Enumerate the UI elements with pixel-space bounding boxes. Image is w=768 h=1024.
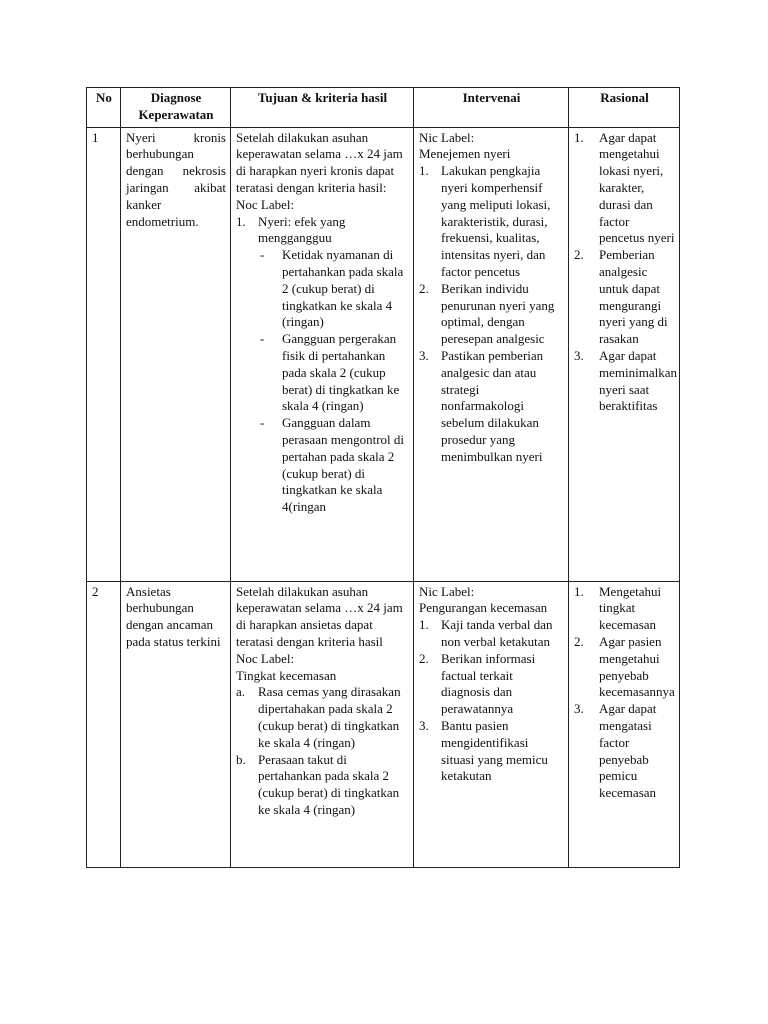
header-row [87,88,680,128]
list-marker: 3. [574,701,584,717]
list-item [574,584,675,634]
header-diagnose: Diagnose Keperawatan [121,88,231,128]
list-marker: 3. [419,717,429,733]
intervensi-cell [414,127,569,581]
list-item [574,247,675,348]
list-marker: 3. [419,347,429,363]
nursing-care-table [86,87,680,868]
rationale-text: Pemberian analgesic untuk dapat mengurangi nyeri yang di rasakan [599,247,668,347]
tujuan-cell [231,581,414,867]
list-marker: 1. [419,617,429,633]
indicator-text: Rasa cemas yang dirasakan dipertahakan pada skala 2 (cukup berat) di tingkatkan ke skala 4 (ringan) [258,684,401,750]
diagnose-cell: Nyeri kronis berhubungan dengan nekrosis jaringan akibat kanker endometrium. [121,127,231,581]
table-row [87,581,680,867]
rasional-cell [569,581,680,867]
list-marker: 1. [574,583,584,599]
rasional-cell [569,127,680,581]
intervention-text: Bantu pasien mengidentifikasi situasi yang memicu ketakutan [441,717,548,784]
list-item [419,281,564,348]
list-item [419,651,564,718]
list-item [236,247,409,331]
list-marker: 2. [419,650,429,666]
intervention-text: Berikan individu penurunan nyeri yang optimal, dengan peresepan analgesic [441,280,555,347]
tujuan-cell [231,127,414,581]
list-item [574,634,675,701]
header-intervensi: Intervenai [414,88,569,128]
table-row [87,127,680,581]
list-marker: 1. [574,129,584,145]
intervensi-cell [414,581,569,867]
header-no: No [87,88,121,128]
diagnose-cell: Ansietas berhubungan dengan ancaman pada status terkini [121,581,231,867]
indicator-text: Ketidak nyamanan di pertahankan pada skala 2 (cukup berat) di tingkatkan ke skala 4 (ringan) [282,247,404,330]
list-item [236,752,409,819]
nic-label: Nic Label: [419,129,475,145]
list-marker: b. [236,751,246,767]
list-marker: a. [236,684,246,700]
rationale-text: Agar pasien mengetahui penyebab kecemasannya [599,633,675,700]
tujuan-intro: Setelah dilakukan asuhan keperawatan selama …x 24 jam di harapkan ansietas dapat teratasi dengan kriteria hasil [236,583,403,649]
list-marker: 1. [236,213,246,229]
dash-marker: - [260,331,265,347]
list-item [419,163,564,281]
header-rasional: Rasional [569,88,680,128]
list-marker: 2. [574,633,584,649]
list-item [419,718,564,785]
intervention-text: Berikan informasi factual terkait diagnosis dan perawatannya [441,650,536,717]
list-item [419,617,564,651]
nic-title: Pengurangan kecemasan [419,600,548,616]
list-item [574,348,675,415]
rationale-text: Agar dapat mengetahui lokasi nyeri, karakter, durasi dan factor pencetus nyeri [599,129,675,246]
intervention-text: Kaji tanda verbal dan non verbal ketakutan [441,617,553,649]
list-item [419,348,564,466]
list-marker: 1. [419,163,429,179]
list-marker: 3. [574,347,584,363]
list-item [236,331,409,415]
outcome-label: Nyeri: efek yang menggangguu [258,213,346,246]
intervention-text: Pastikan pemberian analgesic dan atau strategi nonfarmakologi sebelum dilakukan prosedur yang menimbulkan nyeri [441,347,544,464]
nic-title: Menejemen nyeri [419,146,511,162]
tujuan-intro: Setelah dilakukan asuhan keperawatan selama …x 24 jam di harapkan nyeri kronis dapat teratasi dengan kriteria hasil: [236,129,403,195]
list-item [574,701,675,802]
list-item [236,214,409,248]
noc-title: Tingkat kecemasan [236,667,337,683]
row-number: 1 [87,127,121,581]
list-marker: 2. [419,280,429,296]
indicator-text: Gangguan dalam perasaan mengontrol di pertahan pada skala 2 (cukup berat) di tingkatkan ke skala 4(ringan [282,415,405,515]
rationale-text: Mengetahui tingkat kecemasan [599,583,662,633]
list-item [574,130,675,248]
row-number: 2 [87,581,121,867]
nic-label: Nic Label: [419,583,475,599]
intervention-text: Lakukan pengkajia nyeri komperhensif yang meliputi lokasi, karakteristik, durasi, frekuensi, kualitas, intensitas nyeri, dan factor pencetus [441,163,551,279]
dash-marker: - [260,247,265,263]
noc-label: Noc Label: [236,196,295,212]
indicator-text: Gangguan pergerakan fisik di pertahankan pada skala 2 (cukup berat) di tingkatkan ke skala 4 (ringan) [282,331,400,414]
dash-marker: - [260,415,265,431]
noc-label: Noc Label: [236,650,295,666]
list-marker: 2. [574,247,584,263]
list-item [236,415,409,516]
indicator-text: Perasaan takut di pertahankan pada skala 2 (cukup berat) di tingkatkan ke skala 4 (ringan) [258,751,400,817]
rationale-text: Agar dapat mengatasi factor penyebab pemicu kecemasan [599,701,657,801]
header-tujuan: Tujuan & kriteria hasil [231,88,414,128]
list-item [236,684,409,751]
rationale-text: Agar dapat meminimalkan nyeri saat beraktifitas [599,347,677,414]
